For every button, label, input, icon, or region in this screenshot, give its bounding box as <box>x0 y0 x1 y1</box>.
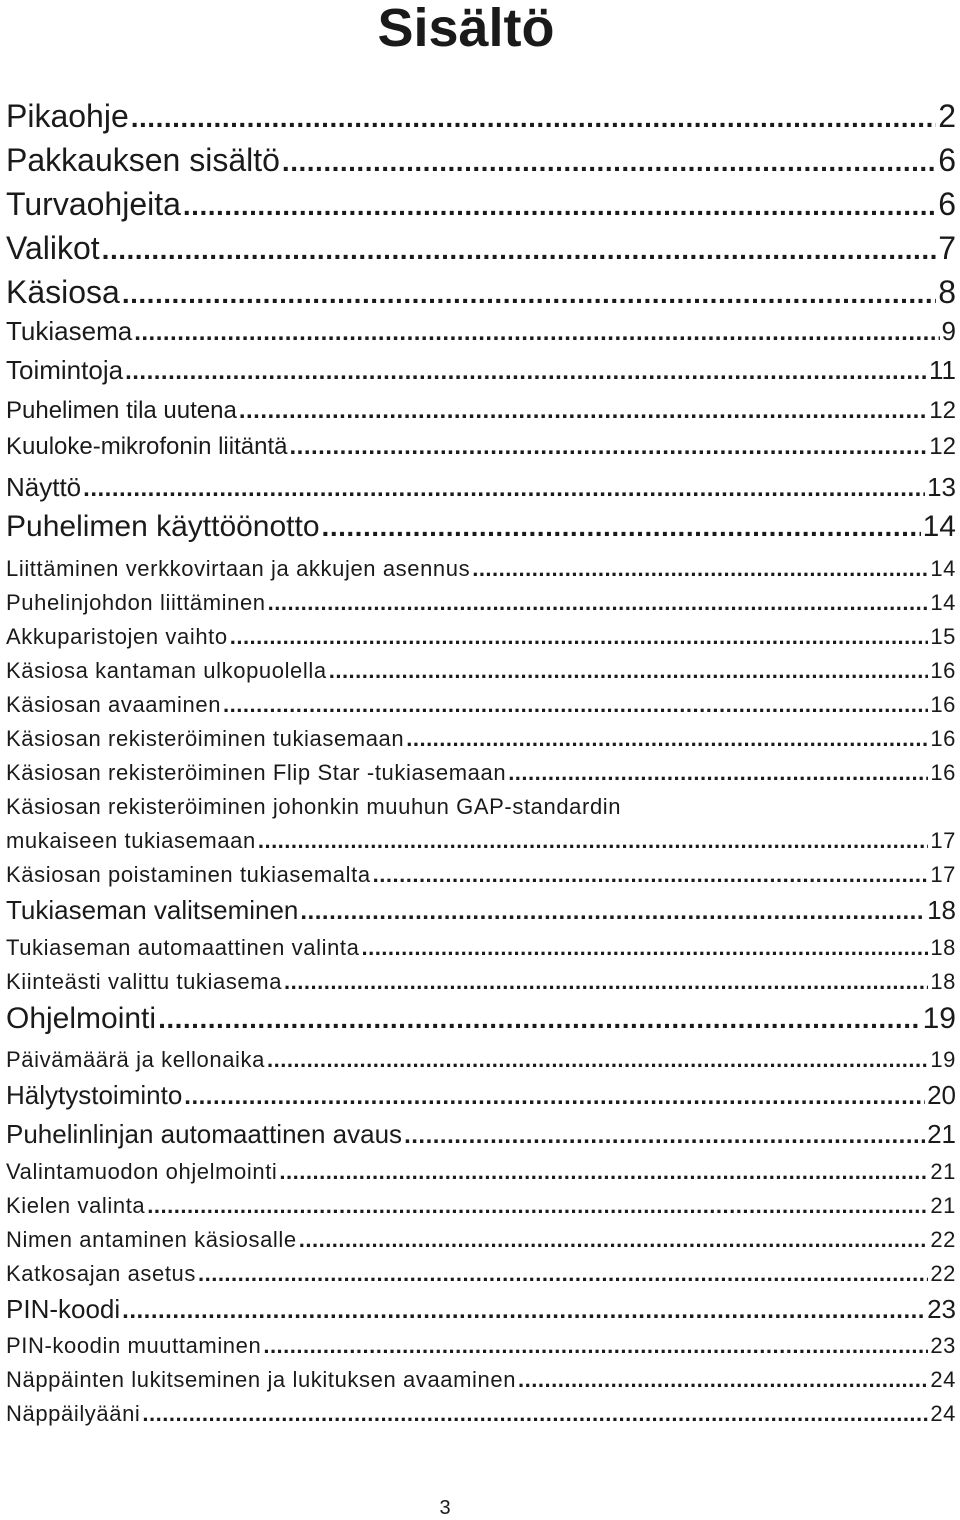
toc-entry-label: Valintamuodon ohjelmointi <box>6 1159 278 1184</box>
toc-entry[interactable] <box>6 510 956 544</box>
dot-leader <box>404 1121 925 1151</box>
toc-entry-page: 9 <box>941 316 956 346</box>
dot-leader <box>131 100 936 136</box>
toc-entry-label: Kielen valinta <box>6 1193 146 1218</box>
toc-entry-page: 24 <box>930 1367 956 1392</box>
toc-entry-page: 16 <box>930 658 956 683</box>
dot-leader <box>263 1333 928 1359</box>
toc-entry-label: Pikaohje <box>6 98 129 134</box>
toc-entry-label: Puhelimen käyttöönotto <box>6 510 320 543</box>
dot-leader <box>198 1261 928 1287</box>
toc-entry-label: Tukiaseman automaattinen valinta <box>6 935 360 960</box>
toc-entry-line: Käsiosan rekisteröiminen johonkin muuhun GAP-standardin <box>6 794 622 819</box>
toc-entry[interactable] <box>6 1261 956 1287</box>
toc-entry-page: 21 <box>930 1193 956 1218</box>
dot-leader <box>289 433 927 461</box>
toc-entry[interactable] <box>6 1080 956 1112</box>
toc-entry-page: 12 <box>929 433 956 460</box>
dot-leader <box>282 144 936 180</box>
toc-entry-page: 18 <box>927 895 956 925</box>
toc-entry-page: 17 <box>930 828 956 853</box>
toc-entry-page: 22 <box>930 1261 956 1286</box>
toc-entry-label: Pakkauksen sisältö <box>6 142 280 178</box>
toc-entry-page: 16 <box>930 726 956 751</box>
toc-entry-page: 14 <box>930 590 956 615</box>
dot-leader <box>267 1047 928 1073</box>
dot-leader <box>239 397 927 425</box>
dot-leader <box>134 318 939 348</box>
dot-leader <box>329 658 929 684</box>
toc-entry[interactable] <box>6 274 956 312</box>
toc-entry[interactable] <box>6 142 956 180</box>
toc-entry[interactable] <box>6 726 956 752</box>
toc-entry-page: 17 <box>930 862 956 887</box>
toc-entry-label: Käsiosan poistaminen tukiasemalta <box>6 862 371 887</box>
toc-entry-page: 14 <box>930 556 956 581</box>
dot-leader <box>299 1227 929 1253</box>
toc-entry-label: Päivämäärä ja kellonaika <box>6 1047 265 1072</box>
dot-leader <box>508 760 928 786</box>
dot-leader <box>122 1296 925 1326</box>
toc-entry-label: Nimen antaminen käsiosalle <box>6 1227 297 1252</box>
dot-leader <box>279 1159 928 1185</box>
page-number: 3 <box>439 1497 451 1519</box>
toc-entry-page: 6 <box>938 142 956 178</box>
toc-entry[interactable] <box>6 1119 956 1151</box>
toc-entry-page: 13 <box>927 472 956 502</box>
toc-entry-label: Toimintoja <box>6 355 124 385</box>
dot-leader <box>373 862 929 888</box>
toc-entry-label: Näppäinten lukitseminen ja lukituksen avaaminen <box>6 1367 517 1392</box>
toc-entry[interactable] <box>6 935 956 961</box>
toc-entry[interactable] <box>6 355 956 387</box>
toc-entry[interactable] <box>6 556 956 582</box>
toc-entry[interactable] <box>6 1294 956 1326</box>
toc-entry[interactable] <box>6 433 956 461</box>
toc-entry[interactable] <box>6 1193 956 1219</box>
toc-entry-label: mukaiseen tukiasemaan <box>6 828 256 853</box>
toc-entry[interactable] <box>6 397 956 425</box>
toc-entry-page: 18 <box>930 969 956 994</box>
toc-entry-page: 22 <box>930 1227 956 1252</box>
toc-entry-label: Näyttö <box>6 472 82 502</box>
toc-entry-page: 11 <box>929 355 956 385</box>
toc-entry-label: PIN-koodin muuttaminen <box>6 1333 262 1358</box>
toc-entry-label: Kiinteästi valittu tukiasema <box>6 969 283 994</box>
toc-entry[interactable] <box>6 186 956 224</box>
toc-entry-page: 6 <box>938 186 956 222</box>
toc-entry-page: 8 <box>938 274 956 310</box>
toc-entry-page: 24 <box>930 1401 956 1426</box>
dot-leader <box>361 935 928 961</box>
dot-leader <box>125 357 927 387</box>
toc-entry[interactable] <box>6 692 956 718</box>
toc-entry-label: PIN-koodi <box>6 1294 121 1324</box>
toc-entry[interactable] <box>6 1159 956 1185</box>
toc-entry-page: 14 <box>922 510 956 543</box>
toc-entry-page: 16 <box>930 692 956 717</box>
toc-entry-label: Akkuparistojen vaihto <box>6 624 228 649</box>
dot-leader <box>284 969 928 995</box>
dot-leader <box>322 510 921 544</box>
toc-entry-page: 19 <box>922 1002 956 1035</box>
toc-entry-label: Liittäminen verkkovirtaan ja akkujen asennus <box>6 556 471 581</box>
dot-leader <box>102 232 937 268</box>
toc-entry[interactable] <box>6 760 956 786</box>
page-title: Sisältö <box>377 0 555 58</box>
toc-entry-label: Käsiosa <box>6 274 120 310</box>
dot-leader <box>122 276 936 312</box>
dot-leader <box>406 726 928 752</box>
toc-entry-page: 2 <box>938 98 956 134</box>
toc-entry[interactable] <box>6 1333 956 1359</box>
toc-entry-page: 16 <box>930 760 956 785</box>
toc-entry[interactable] <box>6 590 956 616</box>
toc-entry[interactable] <box>6 230 956 268</box>
toc-entry-page: 12 <box>929 397 956 424</box>
dot-leader <box>147 1193 928 1219</box>
toc-entry-label: Käsiosan rekisteröiminen Flip Star -tukiasemaan <box>6 760 507 785</box>
dot-leader <box>230 624 929 650</box>
toc-entry-label: Puhelimen tila uutena <box>6 397 237 424</box>
toc-entry-label: Puhelinjohdon liittäminen <box>6 590 266 615</box>
toc-entry-label: Käsiosa kantaman ulkopuolella <box>6 658 327 683</box>
toc-entry[interactable] <box>6 828 956 854</box>
dot-leader <box>518 1367 928 1393</box>
toc-entry-page: 21 <box>927 1119 956 1149</box>
toc-entry-label: Turvaohjeita <box>6 186 181 222</box>
toc-entry-label: Katkosajan asetus <box>6 1261 196 1286</box>
dot-leader <box>183 188 936 224</box>
dot-leader <box>223 692 928 718</box>
toc-entry-page: 18 <box>930 935 956 960</box>
toc-entry-page: 7 <box>938 230 956 266</box>
dot-leader <box>472 556 928 582</box>
toc-entry[interactable] <box>6 895 956 927</box>
dot-leader <box>142 1401 928 1427</box>
toc-entry-page: 15 <box>930 624 956 649</box>
toc-entry-page: 21 <box>930 1159 956 1184</box>
toc-entry[interactable] <box>6 624 956 650</box>
toc-entry[interactable] <box>6 316 956 348</box>
dot-leader <box>158 1002 921 1036</box>
toc-entry-page: 23 <box>930 1333 956 1358</box>
toc-entry-label: Valikot <box>6 230 100 266</box>
dot-leader <box>268 590 929 616</box>
toc-entry[interactable] <box>6 1047 956 1073</box>
toc-entry-page: 20 <box>927 1080 956 1110</box>
toc-entry-label: Käsiosan rekisteröiminen tukiasemaan <box>6 726 405 751</box>
toc-entry-label: Ohjelmointi <box>6 1002 157 1035</box>
toc-entry-label: Näppäilyääni <box>6 1401 141 1426</box>
dot-leader <box>184 1082 925 1112</box>
toc-entry[interactable] <box>6 1367 956 1393</box>
toc-entry-page: 23 <box>927 1294 956 1324</box>
toc-entry-label: Hälytystoiminto <box>6 1080 183 1110</box>
toc-entry[interactable] <box>6 1227 956 1253</box>
toc-entry[interactable] <box>6 1002 956 1036</box>
toc-entry[interactable] <box>6 969 956 995</box>
toc-entry[interactable] <box>6 862 956 888</box>
dot-leader <box>258 828 928 854</box>
dot-leader <box>83 474 925 504</box>
toc-entry-label: Käsiosan avaaminen <box>6 692 222 717</box>
toc-entry[interactable] <box>6 1401 956 1427</box>
toc-entry-label: Kuuloke-mikrofonin liitäntä <box>6 433 288 460</box>
toc-entry-label: Puhelinlinjan automaattinen avaus <box>6 1119 403 1149</box>
toc-entry-page: 19 <box>930 1047 956 1072</box>
toc-entry[interactable] <box>6 472 956 504</box>
toc-entry[interactable] <box>6 98 956 136</box>
toc-entry-label: Tukiaseman valitseminen <box>6 895 299 925</box>
dot-leader <box>300 897 925 927</box>
toc-entry-label: Tukiasema <box>6 316 133 346</box>
toc-entry[interactable] <box>6 658 956 684</box>
